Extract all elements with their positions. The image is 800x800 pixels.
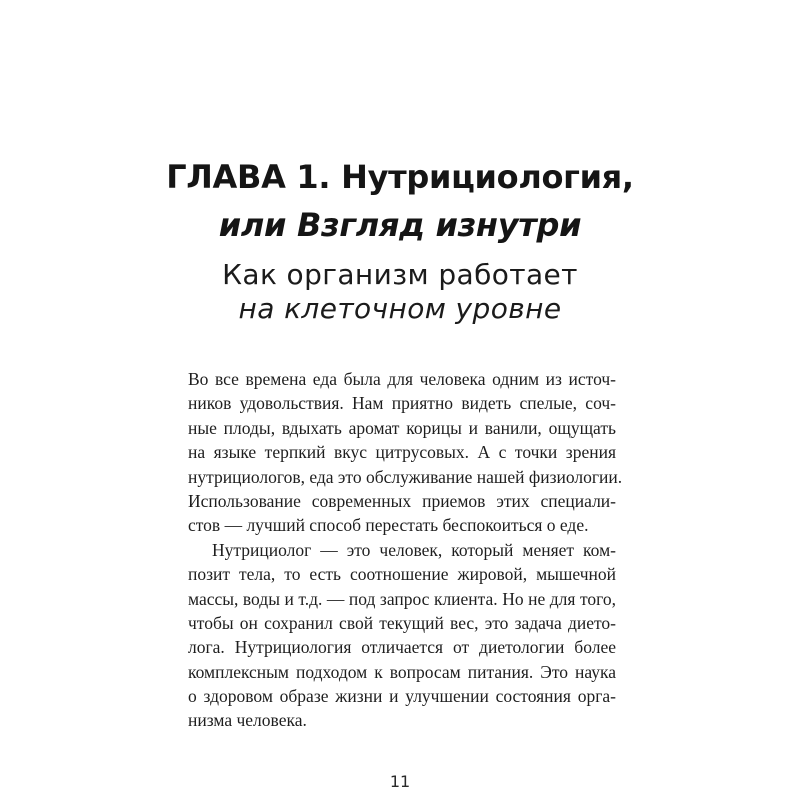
text-line: стов — лучший способ перестать беспокоиться о еде. <box>188 515 589 536</box>
section-subtitle-line-2: на клеточном уровне <box>238 292 562 325</box>
text-line: Нутрициолог — это человек, который меняет ком- <box>212 539 616 560</box>
paragraph-2 <box>188 538 616 733</box>
text-line: Использование современных приемов этих специали- <box>188 490 616 511</box>
text-line: о здоровом образе жизни и улучшении состояния орга- <box>188 686 616 707</box>
text-line: чтобы он сохранил свой текущий вес, это задача дието- <box>188 612 616 633</box>
page-number: 11 <box>389 772 411 791</box>
text-line: Во все времена еда была для человека одним из источ- <box>188 369 616 389</box>
text-line: позит тела, то есть соотношение жировой, мышечной <box>188 564 616 585</box>
text-line: ные плоды, вдыхать аромат корицы и ванили, ощущать <box>188 417 616 438</box>
chapter-title-line-1: ГЛАВА 1. Нутрициология, <box>166 158 634 196</box>
body-text <box>188 367 623 733</box>
text-line: нутрициологов, еда это обслуживание нашей физиологии. <box>188 466 623 487</box>
chapter-title-line-2: или Взгляд изнутри <box>218 206 582 244</box>
section-subtitle-line-1: Как организм работает <box>222 258 578 291</box>
text-line: на языке терпкий вкус цитрусовых. А с точки зрения <box>188 442 616 463</box>
text-line: лога. Нутрициология отличается от диетологии более <box>188 637 616 658</box>
text-line: комплексным подходом к вопросам питания. Это наука <box>188 661 616 682</box>
chapter-title <box>100 153 700 249</box>
text-line: ников удовольствия. Нам приятно видеть спелые, соч- <box>188 393 616 414</box>
text-line: массы, воды и т.д. — под запрос клиента. Но не для того, <box>188 588 616 609</box>
paragraph-1 <box>188 367 623 538</box>
text-line: низма человека. <box>188 710 307 731</box>
section-subtitle <box>100 258 700 326</box>
